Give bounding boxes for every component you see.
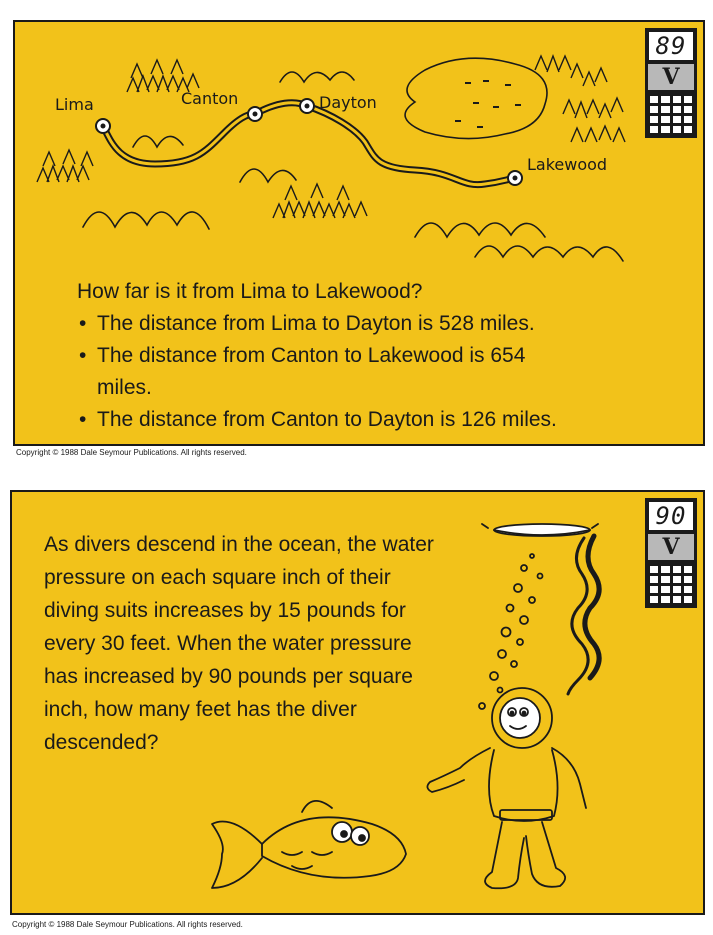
calculator-icon [648,94,694,135]
clue-item: • The distance from Canton to Dayton is 126 miles. [77,404,677,436]
problem-card-90 [10,490,705,915]
level-roman-numeral: V [648,64,694,90]
diver-leg [526,822,565,887]
forest-icon [127,60,199,92]
copyright-notice: Copyright © 1988 Dale Seymour Publications. All rights reserved. [16,448,247,457]
hill-icon [83,212,209,229]
diver-leg [485,822,524,888]
map-label-lakewood: Lakewood [527,155,608,174]
lake-icon [405,58,547,138]
map-label-canton: Canton [181,89,239,108]
road-map-illustration [15,22,703,272]
map-label-dayton: Dayton [319,93,377,112]
hill-icon [133,136,183,147]
level-badge [645,28,697,138]
hill-icon [415,223,545,237]
copyright-notice: Copyright © 1988 Dale Seymour Publications. All rights reserved. [12,920,243,929]
question-heading: How far is it from Lima to Lakewood? [77,280,423,303]
road-line [103,103,515,185]
hill-icon [240,169,296,182]
hill-icon [475,246,623,261]
forest-icon [37,150,93,182]
diver-arm [427,748,490,792]
problem-text [77,276,677,436]
card-number: 90 [648,501,694,531]
forest-icon [535,56,625,142]
hill-icon [280,72,354,82]
clue-item: • The distance from Lima to Dayton is 528 miles. [77,308,677,340]
card-number: 89 [648,31,694,61]
problem-text: As divers descend in the ocean, the water pressure on each square inch of their diving suits increases by 15 pounds for every 30 feet. When the water pressure has increased by 90 pounds per square inch, how many feet has the diver descended? [44,533,434,754]
forest-icon [273,184,367,218]
level-roman-numeral: V [648,534,694,560]
diver-illustration [12,492,703,913]
map-label-lima: Lima [55,95,94,114]
clue-item: • The distance from Canton to Lakewood is 654 miles. [77,340,557,404]
clue-list [77,308,677,436]
problem-card-89 [13,20,705,446]
